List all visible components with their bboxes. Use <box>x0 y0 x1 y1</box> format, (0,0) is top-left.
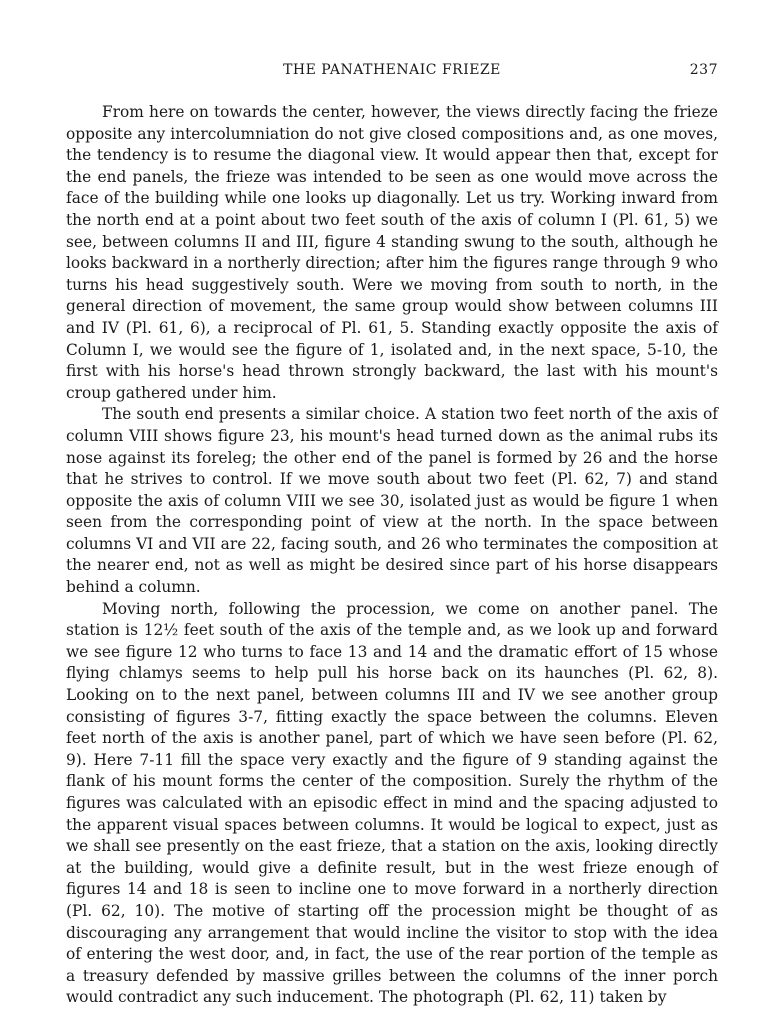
running-head <box>66 62 718 88</box>
page-number: 237 <box>689 62 718 78</box>
running-head-title: THE PANATHENAIC FRIEZE <box>283 62 501 78</box>
body-text <box>66 102 718 1009</box>
document-page <box>66 62 718 1009</box>
paragraph: The south end presents a similar choice. A station two feet north of the axis of column VIII shows figure 23, his mount's head turned down as the animal rubs its nose against its foreleg; the other end of the panel is formed by 26 and the horse that he strives to control. If we move south about two feet (Pl. 62, 7) and stand opposite the axis of column VIII we see 30, isolated just as would be figure 1 when seen from the corresponding point of view at the north. In the space between columns VI and VII are 22, facing south, and 26 who terminates the composition at the nearer end, not as well as might be desired since part of his horse disappears behind a column. <box>66 405 718 597</box>
paragraph: Moving north, following the procession, we come on another panel. The station is 12½ feet south of the axis of the temple and, as we look up and forward we see figure 12 who turns to face 13 and 14 and the dramatic effort of 15 whose flying chlamys seems to help pull his horse back on its haunches (Pl. 62, 8). Looking on to the next panel, between columns III and IV we see another group consisting of figures 3-7, fitting exactly the space between the columns. Eleven feet north of the axis is another panel, part of which we have seen before (Pl. 62, 9). Here 7-11 fill the space very exactly and the figure of 9 standing against the flank of his mount forms the center of the composition. Surely the rhythm of the figures was calculated with an episodic effect in mind and the spacing adjusted to the apparent visual spaces between columns. It would be logical to expect, just as we shall see presently on the east frieze, that a station on the axis, looking directly at the building, would give a definite result, but in the west frieze enough of figures 14 and 18 is seen to incline one to move forward in a northerly direction (Pl. 62, 10). The motive of starting off the procession might be thought of as discouraging any arrangement that would incline the visitor to stop with the idea of entering the west door, and, in fact, the use of the rear portion of the temple as a treasury defended by massive grilles between the columns of the inner porch would contradict any such inducement. The photograph (Pl. 62, 11) taken by <box>66 599 718 1007</box>
paragraph: From here on towards the center, however, the views directly facing the frieze opposite any intercolumniation do not give closed compositions and, as one moves, the tendency is to resume the diagonal view. It would appear then that, except for the end panels, the frieze was intended to be seen as one would move across the face of the building while one looks up diagonally. Let us try. Working inward from the north end at a point about two feet south of the axis of column I (Pl. 61, 5) we see, between columns II and III, figure 4 standing swung to the south, although he looks backward in a northerly direction; after him the figures range through 9 who turns his head suggestively south. Were we moving from south to north, in the general direction of movement, the same group would show between columns III and IV (Pl. 61, 6), a reciprocal of Pl. 61, 5. Standing exactly opposite the axis of Column I, we would see the figure of 1, isolated and, in the next space, 5-10, the first with his horse's head thrown strongly backward, the last with his mount's croup gathered under him. <box>66 103 718 402</box>
